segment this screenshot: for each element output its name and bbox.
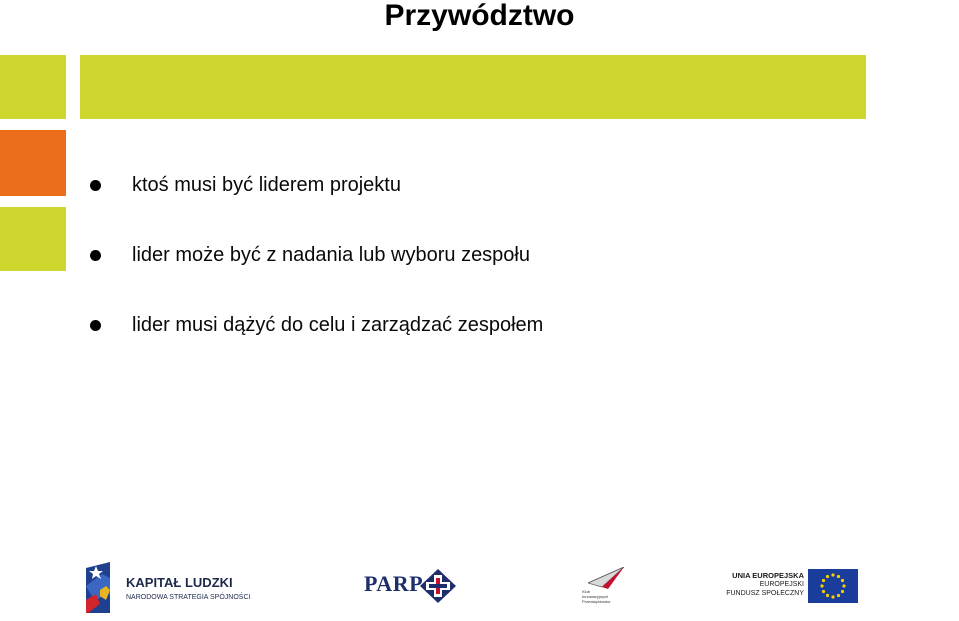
bullet-text: ktoś musi być liderem projektu	[132, 174, 401, 196]
bullet-dot-icon	[90, 320, 101, 331]
eu-efs-logo	[726, 569, 862, 605]
kip-label: Klub Innowacyjnych Przedsiębiorstw	[582, 589, 611, 604]
parp-emblem-icon	[420, 569, 456, 603]
kapital-ludzki-title: KAPITAŁ LUDZKI	[126, 575, 233, 590]
eu-efs-text	[726, 571, 804, 598]
parp-wordmark: PARP	[364, 571, 424, 596]
bullet-text: lider może być z nadania lub wyboru zespołu	[132, 244, 530, 266]
bullet-item	[90, 310, 543, 340]
eu-text-line1: UNIA EUROPEJSKA	[732, 571, 804, 580]
eu-text-line2: EUROPEJSKI	[759, 581, 804, 588]
bullet-dot-icon	[90, 180, 101, 191]
eu-flag-icon	[808, 569, 858, 603]
kapital-ludzki-logo	[82, 560, 252, 615]
bullet-item	[90, 240, 530, 270]
bullet-item	[90, 170, 401, 200]
footer-logos	[0, 555, 959, 615]
kapital-ludzki-emblem-icon	[82, 560, 114, 615]
paper-plane-icon	[588, 567, 624, 589]
parp-logo	[364, 569, 464, 609]
slide-title: Przywództwo	[384, 0, 575, 32]
kip-logo	[580, 567, 630, 607]
eu-text-line3: FUNDUSZ SPOŁECZNY	[726, 590, 804, 597]
bullet-text: lider musi dążyć do celu i zarządzać zespołem	[132, 314, 544, 336]
bullet-dot-icon	[90, 250, 101, 261]
kapital-ludzki-subtitle: NARODOWA STRATEGIA SPÓJNOŚCI	[126, 594, 251, 601]
